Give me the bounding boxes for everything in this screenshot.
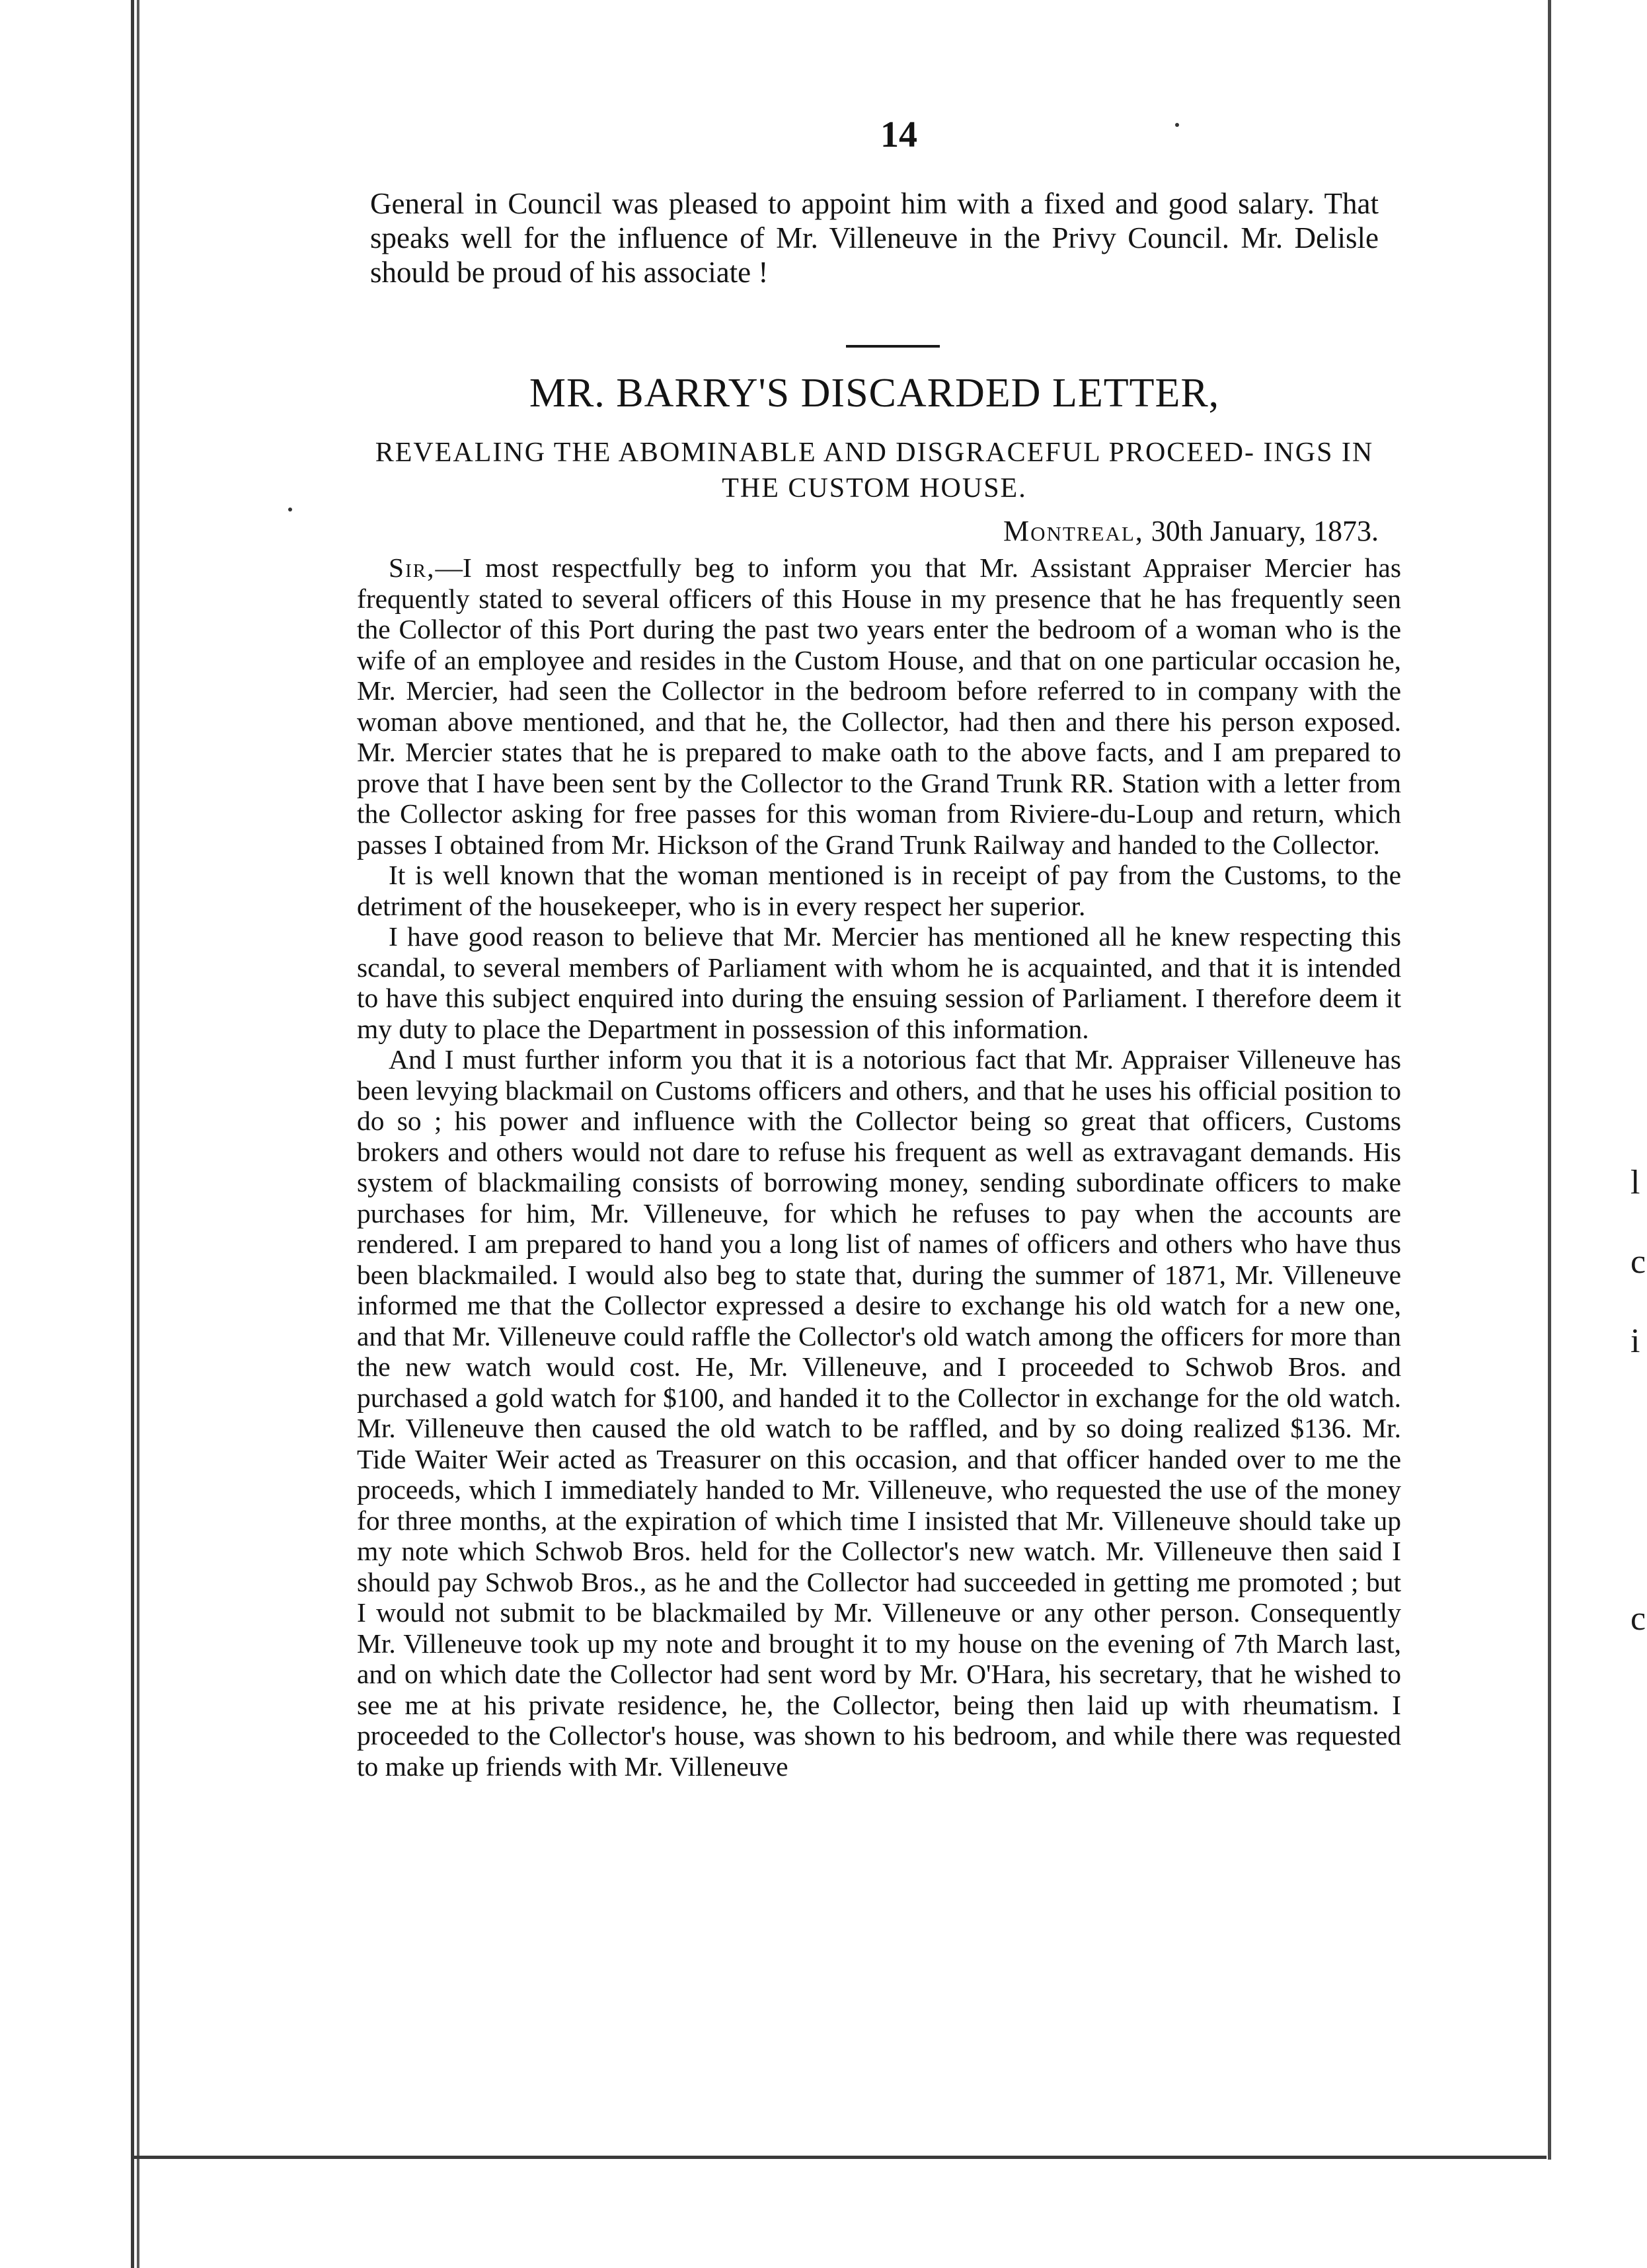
letter-paragraph <box>357 552 1401 860</box>
salutation: Sir, <box>389 552 436 583</box>
letter-paragraph: It is well known that the woman mentioned is in receipt of pay from the Customs, to the detriment of the housekeeper, who is in every respect her superior. <box>357 860 1401 921</box>
scan-bottom-edge <box>132 2156 1547 2159</box>
letter-paragraph-text: —I most respectfully beg to inform you that Mr. Assistant Appraiser Mercier has frequently stated to several officers of this House in my presence that he has frequently seen the Collector of this Port during the past two years enter the bedroom of a woman who is the wife of an employee and resides in the Custom House, and that on one particular occasion he, Mr. Mercier, had seen the Collector in the bedroom before referred to in company with the woman above mentioned, and that he, the Collector, had then and there his person exposed. Mr. Mercier states that he is prepared to make oath to the above facts, and I am prepared to prove that I have been sent by the Collector to the Grand Trunk RR. Station with a letter from the Collector asking for free passes for this woman from Riviere-du-Loup and return, which passes I obtained from Mr. Hickson of the Grand Trunk Railway and handed to the Collector. <box>357 552 1401 860</box>
scan-speck <box>1175 123 1179 127</box>
adjacent-page-fragment: c <box>1630 1600 1646 1638</box>
adjacent-page-fragment: i <box>1630 1322 1640 1360</box>
article-subtitle: REVEALING THE ABOMINABLE AND DISGRACEFUL PROCEED- INGS IN THE CUSTOM HOUSE. <box>375 437 1374 504</box>
adjacent-page-strip <box>1551 0 1647 2268</box>
dateline <box>370 514 1379 548</box>
scan-speck <box>288 508 292 511</box>
letter-paragraph: And I must further inform you that it is a notorious fact that Mr. Appraiser Villeneuve has been levying blackmail on Customs officers and others, and that he uses his official position to do so ; his power and influence with the Collector being so great that officers, Customs brokers and others would not dare to refuse his frequent as well as extravagant demands. His system of blackmailing consists of borrowing money, sending subordinate officers to make purchases for him, Mr. Villeneuve, for which he refuses to pay when the accounts are rendered. I am prepared to hand you a long list of names of officers and others who have thus been blackmailed. I would also beg to state that, during the summer of 1871, Mr. Villeneuve informed me that the Collector expressed a desire to exchange his old watch for a new one, and that Mr. Villeneuve could raffle the Collector's old watch among the officers for more than the new watch would cost. He, Mr. Villeneuve, and I proceeded to Schwob Bros. and purchased a gold watch for $100, and handed it to the Collector in exchange for the old watch. Mr. Villeneuve then caused the old watch to be raffled, and by so doing realized $136. Mr. Tide Waiter Weir acted as Treasurer on this occasion, and that officer handed over to me the proceeds, which I immediately handed to Mr. Villeneuve, who requested the use of the money for three months, at the expiration of which time I insisted that Mr. Villeneuve should take up my note which Schwob Bros. held for the Collector's new watch. Mr. Villeneuve then said I should pay Schwob Bros., as he and the Collector had succeeded in getting me promoted ; but I would not submit to be blackmailed by Mr. Villeneuve or any other person. Consequently Mr. Villeneuve took up my note and brought it to my house on the evening of 7th March last, and on which date the Collector had sent word by Mr. O'Hara, his secretary, that he wished to see me at his private residence, he, the Collector, being then laid up with rheumatism. I proceeded to the Collector's house, was shown to his bedroom, and while there was requested to make up friends with Mr. Villeneuve <box>357 1044 1401 1782</box>
adjacent-page-fragment: l <box>1630 1164 1640 1201</box>
page-number: 14 <box>880 114 917 155</box>
adjacent-page-fragment: c <box>1630 1243 1646 1281</box>
letter-body <box>357 552 1401 1782</box>
section-divider <box>846 345 940 348</box>
scan-left-edge <box>131 0 144 2268</box>
article-title: MR. BARRY'S DISCARDED LETTER, <box>529 371 1220 416</box>
letter-paragraph: I have good reason to believe that Mr. Mercier has mentioned all he knew respecting this scandal, to several members of Parliament with whom he is acquainted, and that it is intended to have this subject enquired into during the ensuing session of Parliament. I therefore deem it my duty to place the Department in possession of this information. <box>357 921 1401 1044</box>
dateline-place: Montreal, <box>1003 515 1144 547</box>
intro-paragraph: General in Council was pleased to appoint him with a fixed and good salary. That speaks well for the influence of Mr. Villeneuve in the Privy Council. Mr. Delisle should be proud of his associate ! <box>370 187 1379 289</box>
dateline-date: 30th January, 1873. <box>1151 515 1379 547</box>
